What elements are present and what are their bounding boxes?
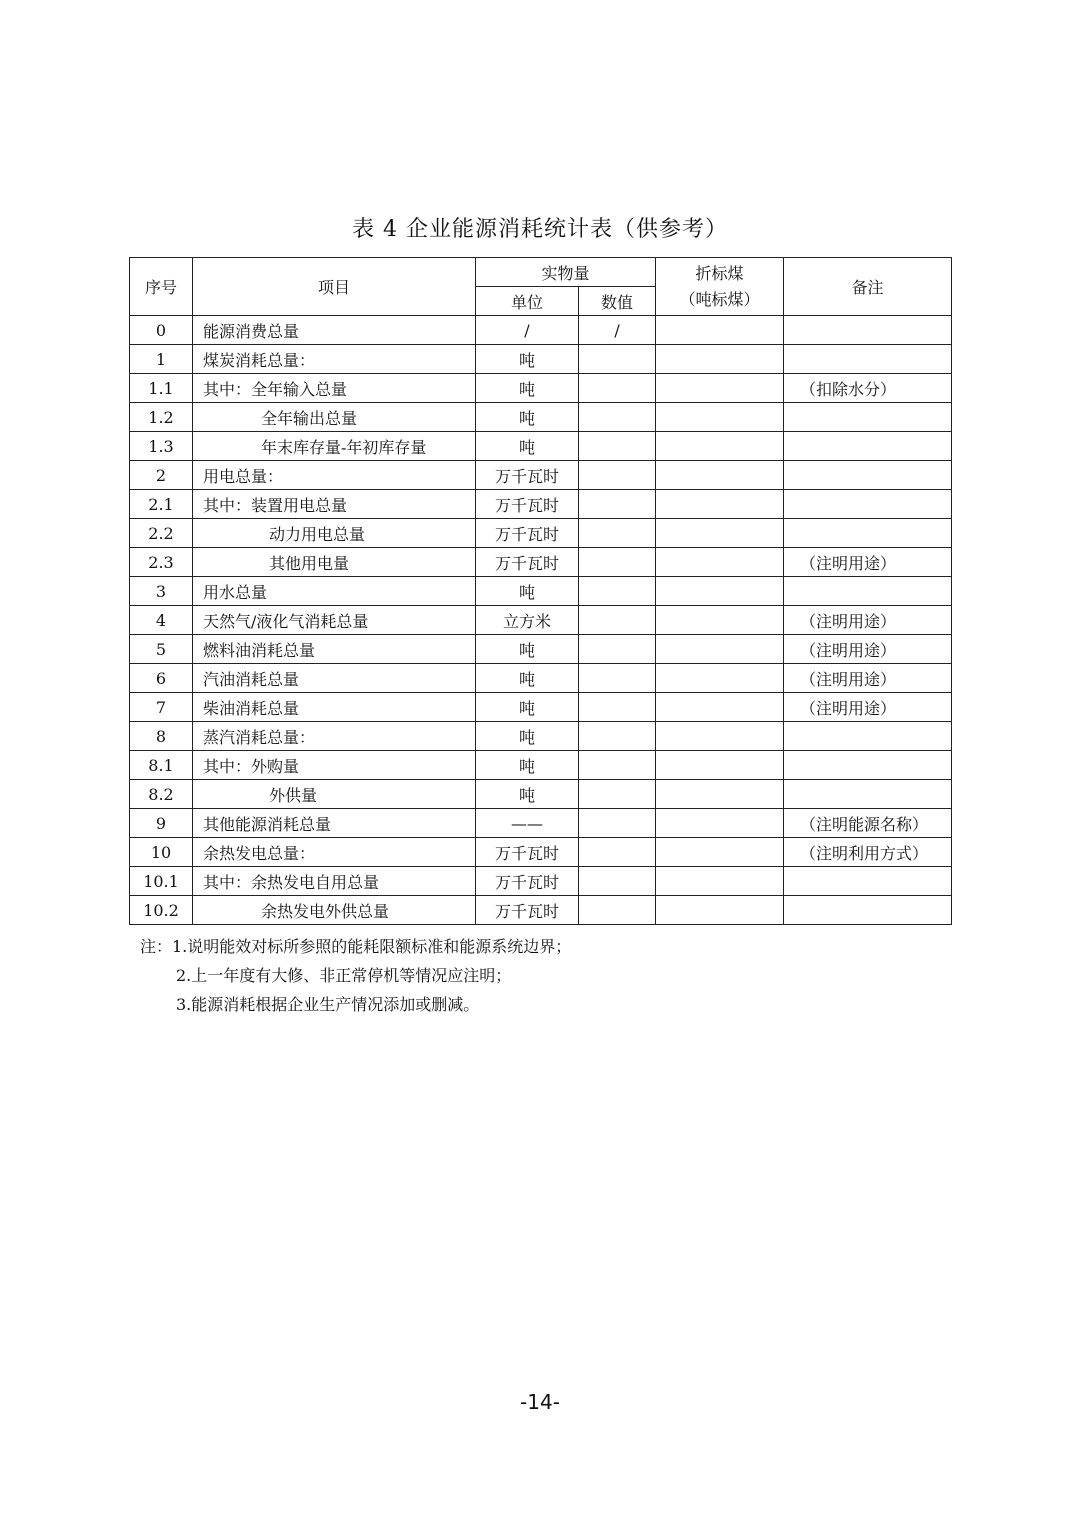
row-coal (656, 867, 784, 896)
header-seq: 序号 (130, 258, 193, 316)
row-unit: —— (476, 809, 579, 838)
table-row (130, 403, 952, 432)
row-remark: （注明用途） (784, 664, 952, 693)
table-row (130, 838, 952, 867)
row-unit: 吨 (476, 664, 579, 693)
row-item: 用电总量： (193, 461, 476, 490)
row-item: 其他用电量 (193, 548, 476, 577)
row-value (579, 548, 656, 577)
table-row (130, 461, 952, 490)
table-row (130, 867, 952, 896)
row-remark: （注明利用方式） (784, 838, 952, 867)
row-coal (656, 519, 784, 548)
row-value (579, 635, 656, 664)
row-unit: 吨 (476, 432, 579, 461)
energy-consumption-table (129, 257, 952, 925)
row-remark: （扣除水分） (784, 374, 952, 403)
row-item: 其中：全年输入总量 (193, 374, 476, 403)
row-seq: 1.1 (130, 374, 193, 403)
row-item: 余热发电外供总量 (193, 896, 476, 925)
row-remark (784, 751, 952, 780)
row-remark: （注明能源名称） (784, 809, 952, 838)
header-physical-quantity: 实物量 (476, 258, 656, 287)
row-unit: 万千瓦时 (476, 490, 579, 519)
row-remark (784, 780, 952, 809)
row-value (579, 519, 656, 548)
row-value (579, 432, 656, 461)
row-remark (784, 432, 952, 461)
row-seq: 8 (130, 722, 193, 751)
row-unit: 万千瓦时 (476, 896, 579, 925)
note-line-1: 注：1.说明能效对标所参照的能耗限额标准和能源系统边界； (140, 937, 572, 956)
row-item: 煤炭消耗总量： (193, 345, 476, 374)
row-coal (656, 896, 784, 925)
row-seq: 1.3 (130, 432, 193, 461)
table-row (130, 809, 952, 838)
row-value (579, 867, 656, 896)
row-unit: 吨 (476, 693, 579, 722)
row-unit: 吨 (476, 780, 579, 809)
row-remark (784, 867, 952, 896)
row-item: 汽油消耗总量 (193, 664, 476, 693)
row-value (579, 896, 656, 925)
row-remark (784, 490, 952, 519)
row-coal (656, 751, 784, 780)
row-item: 其他能源消耗总量 (193, 809, 476, 838)
row-item: 其中：装置用电总量 (193, 490, 476, 519)
table-row (130, 664, 952, 693)
row-coal (656, 345, 784, 374)
row-seq: 5 (130, 635, 193, 664)
row-coal (656, 809, 784, 838)
row-value (579, 838, 656, 867)
table-row (130, 432, 952, 461)
row-value (579, 664, 656, 693)
row-unit: 吨 (476, 635, 579, 664)
row-coal (656, 664, 784, 693)
row-unit: 万千瓦时 (476, 519, 579, 548)
table-row (130, 693, 952, 722)
table-row (130, 751, 952, 780)
row-value (579, 374, 656, 403)
row-seq: 2.1 (130, 490, 193, 519)
row-remark (784, 519, 952, 548)
row-value (579, 780, 656, 809)
row-item: 余热发电总量： (193, 838, 476, 867)
row-seq: 10 (130, 838, 193, 867)
row-value (579, 577, 656, 606)
header-coal-equivalent (656, 258, 784, 316)
row-remark (784, 345, 952, 374)
row-value (579, 809, 656, 838)
table-notes (140, 932, 571, 1019)
table-row (130, 548, 952, 577)
row-remark (784, 403, 952, 432)
row-unit: 吨 (476, 577, 579, 606)
table-row (130, 374, 952, 403)
table-title: 表 4 企业能源消耗统计表（供参考） (352, 217, 728, 242)
table-row (130, 577, 952, 606)
row-unit: 万千瓦时 (476, 461, 579, 490)
row-seq: 2 (130, 461, 193, 490)
note-line-3: 3.能源消耗根据企业生产情况添加或删减。 (176, 995, 480, 1014)
row-coal (656, 461, 784, 490)
row-item: 蒸汽消耗总量： (193, 722, 476, 751)
row-unit: / (476, 316, 579, 345)
page-number: -14- (520, 1390, 560, 1414)
header-coal-equivalent-line2: （吨标煤） (679, 289, 760, 309)
row-coal (656, 548, 784, 577)
row-seq: 10.2 (130, 896, 193, 925)
row-coal (656, 577, 784, 606)
row-value: / (579, 316, 656, 345)
row-item: 天然气/液化气消耗总量 (193, 606, 476, 635)
row-coal (656, 490, 784, 519)
row-seq: 2.3 (130, 548, 193, 577)
row-seq: 8.1 (130, 751, 193, 780)
row-unit: 吨 (476, 374, 579, 403)
row-seq: 4 (130, 606, 193, 635)
row-unit: 万千瓦时 (476, 867, 579, 896)
row-item: 其中：余热发电自用总量 (193, 867, 476, 896)
table-row (130, 519, 952, 548)
table-row (130, 490, 952, 519)
row-unit: 吨 (476, 345, 579, 374)
row-remark: （注明用途） (784, 693, 952, 722)
header-value: 数值 (579, 287, 656, 316)
row-remark: （注明用途） (784, 548, 952, 577)
table-row (130, 345, 952, 374)
row-value (579, 722, 656, 751)
row-remark (784, 461, 952, 490)
row-unit: 吨 (476, 722, 579, 751)
note-line-2: 2.上一年度有大修、非正常停机等情况应注明； (176, 966, 512, 985)
row-seq: 7 (130, 693, 193, 722)
table-row (130, 780, 952, 809)
row-item: 年末库存量-年初库存量 (193, 432, 476, 461)
row-remark (784, 896, 952, 925)
row-seq: 8.2 (130, 780, 193, 809)
row-remark (784, 577, 952, 606)
row-coal (656, 432, 784, 461)
row-seq: 3 (130, 577, 193, 606)
row-value (579, 461, 656, 490)
row-seq: 1 (130, 345, 193, 374)
table-row (130, 316, 952, 345)
row-seq: 2.2 (130, 519, 193, 548)
row-coal (656, 374, 784, 403)
row-unit: 立方米 (476, 606, 579, 635)
row-item: 其中：外购量 (193, 751, 476, 780)
row-unit: 万千瓦时 (476, 548, 579, 577)
row-value (579, 693, 656, 722)
row-coal (656, 606, 784, 635)
row-item: 能源消费总量 (193, 316, 476, 345)
row-item: 外供量 (193, 780, 476, 809)
row-remark (784, 722, 952, 751)
row-value (579, 403, 656, 432)
row-coal (656, 722, 784, 751)
row-coal (656, 838, 784, 867)
header-remark: 备注 (784, 258, 952, 316)
row-seq: 10.1 (130, 867, 193, 896)
table-row (130, 896, 952, 925)
row-value (579, 345, 656, 374)
row-unit: 吨 (476, 403, 579, 432)
table-row (130, 635, 952, 664)
row-value (579, 490, 656, 519)
row-value (579, 606, 656, 635)
row-remark (784, 316, 952, 345)
row-seq: 0 (130, 316, 193, 345)
row-coal (656, 635, 784, 664)
header-coal-equivalent-line1: 折标煤 (695, 263, 744, 283)
row-remark: （注明用途） (784, 606, 952, 635)
row-item: 动力用电总量 (193, 519, 476, 548)
row-seq: 1.2 (130, 403, 193, 432)
row-seq: 6 (130, 664, 193, 693)
row-unit: 吨 (476, 751, 579, 780)
row-item: 全年输出总量 (193, 403, 476, 432)
row-unit: 万千瓦时 (476, 838, 579, 867)
row-coal (656, 403, 784, 432)
row-coal (656, 316, 784, 345)
row-item: 用水总量 (193, 577, 476, 606)
row-coal (656, 693, 784, 722)
row-coal (656, 780, 784, 809)
header-item: 项目 (193, 258, 476, 316)
table-row (130, 606, 952, 635)
row-item: 燃料油消耗总量 (193, 635, 476, 664)
row-remark: （注明用途） (784, 635, 952, 664)
header-unit: 单位 (476, 287, 579, 316)
row-seq: 9 (130, 809, 193, 838)
table-row (130, 722, 952, 751)
row-value (579, 751, 656, 780)
row-item: 柴油消耗总量 (193, 693, 476, 722)
